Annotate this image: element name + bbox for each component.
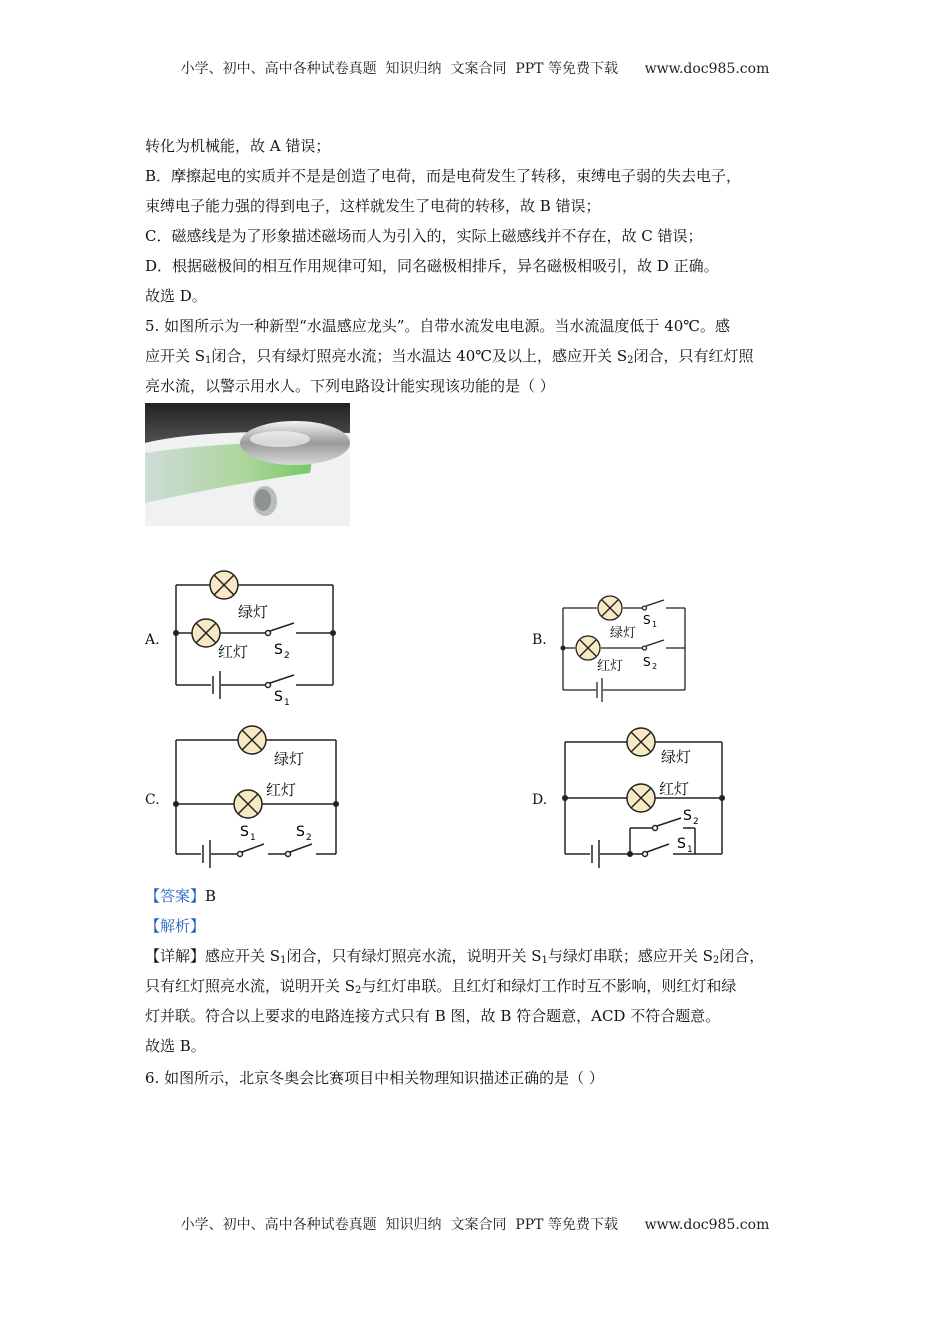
page-header: 小学、初中、高中各种试卷真题 知识归纳 文案合同 PPT 等免费下载 www.doc985.com bbox=[180, 61, 770, 77]
answer-line: 【答案】B bbox=[145, 887, 217, 905]
svg-text:1: 1 bbox=[284, 698, 290, 708]
red-light-label: 红灯 bbox=[597, 659, 624, 674]
option-a-label: A. bbox=[145, 632, 160, 648]
question-6-line: 6. 如图所示，北京冬奥会比赛项目中相关物理知识描述正确的是（ ） bbox=[145, 1069, 604, 1087]
text-line: B．摩擦起电的实质并不是是创造了电荷，而是电荷发生了转移，束缚电子弱的失去电子， bbox=[145, 167, 742, 185]
detail-line: 故选 B。 bbox=[145, 1037, 206, 1055]
switch-label: S bbox=[677, 836, 686, 852]
green-light-label: 绿灯 bbox=[661, 748, 692, 766]
page-footer: 小学、初中、高中各种试卷真题 知识归纳 文案合同 PPT 等免费下载 www.doc985.com bbox=[180, 1217, 770, 1233]
circuit-a bbox=[168, 568, 348, 713]
text-line: D．根据磁极间的相互作用规律可知，同名磁极相排斥，异名磁极相吸引，故 D 正确。 bbox=[145, 257, 719, 275]
green-light-label: 绿灯 bbox=[610, 626, 637, 641]
detail-line: 只有红灯照亮水流，说明开关 $S_2$与红灯串联。且红灯和绿灯工作时互不影响，则红灯和绿 bbox=[145, 977, 737, 996]
faucet-photo bbox=[145, 403, 350, 526]
red-light-label: 红灯 bbox=[266, 781, 297, 799]
switch-label: S bbox=[643, 613, 651, 627]
switch-label: S bbox=[643, 655, 651, 669]
text-line: 转化为机械能，故 A 错误； bbox=[145, 137, 331, 155]
question-5-line: 应开关 $S_1$闭合，只有绿灯照亮水流；当水温达 40℃及以上，感应开关 $S_2$闭合，只有红灯照 bbox=[145, 347, 754, 366]
question-5-line: 亮水流，以警示用水人。下列电路设计能实现该功能的是（ ） bbox=[145, 377, 555, 395]
text-line: 束缚电子能力强的得到电子，这样就发生了电荷的转移，故 B 错误； bbox=[145, 197, 601, 215]
red-light-label: 红灯 bbox=[659, 780, 690, 798]
svg-text:1: 1 bbox=[250, 833, 256, 843]
circuit-c bbox=[168, 722, 348, 872]
svg-text:2: 2 bbox=[306, 833, 312, 843]
switch-label: S bbox=[296, 824, 305, 840]
svg-text:2: 2 bbox=[284, 651, 290, 661]
option-b-label: B. bbox=[532, 632, 547, 648]
switch-label: S bbox=[683, 808, 692, 824]
option-d-label: D. bbox=[532, 792, 548, 808]
text-line: C．磁感线是为了形象描述磁场而人为引入的，实际上磁感线并不存在，故 C 错误； bbox=[145, 227, 703, 245]
switch-label: S bbox=[274, 689, 283, 705]
detail-line: 【详解】感应开关 $S_1$闭合，只有绿灯照亮水流，说明开关 $S_1$与绿灯串联；感应开关 $S_2$闭合， bbox=[145, 947, 765, 966]
svg-text:2: 2 bbox=[693, 817, 699, 827]
switch-label: S bbox=[240, 824, 249, 840]
detail-line: 灯并联。符合以上要求的电路连接方式只有 B 图，故 B 符合题意，ACD 不符合题意。 bbox=[145, 1007, 721, 1025]
svg-text:1: 1 bbox=[687, 845, 693, 855]
option-c-label: C. bbox=[145, 792, 160, 808]
circuit-d bbox=[555, 722, 735, 872]
svg-text:1: 1 bbox=[652, 620, 658, 629]
text-line: 故选 D。 bbox=[145, 287, 207, 305]
circuit-b bbox=[555, 590, 695, 710]
green-light-label: 绿灯 bbox=[238, 603, 269, 621]
analysis-tag: 【解析】 bbox=[145, 917, 206, 935]
switch-label: S bbox=[274, 642, 283, 658]
svg-text:2: 2 bbox=[652, 662, 658, 671]
green-light-label: 绿灯 bbox=[274, 750, 305, 768]
red-light-label: 红灯 bbox=[218, 643, 249, 661]
question-5-line: 5. 如图所示为一种新型“水温感应龙头”。自带水流发电电源。当水流温度低于 40℃。感 bbox=[145, 317, 731, 335]
